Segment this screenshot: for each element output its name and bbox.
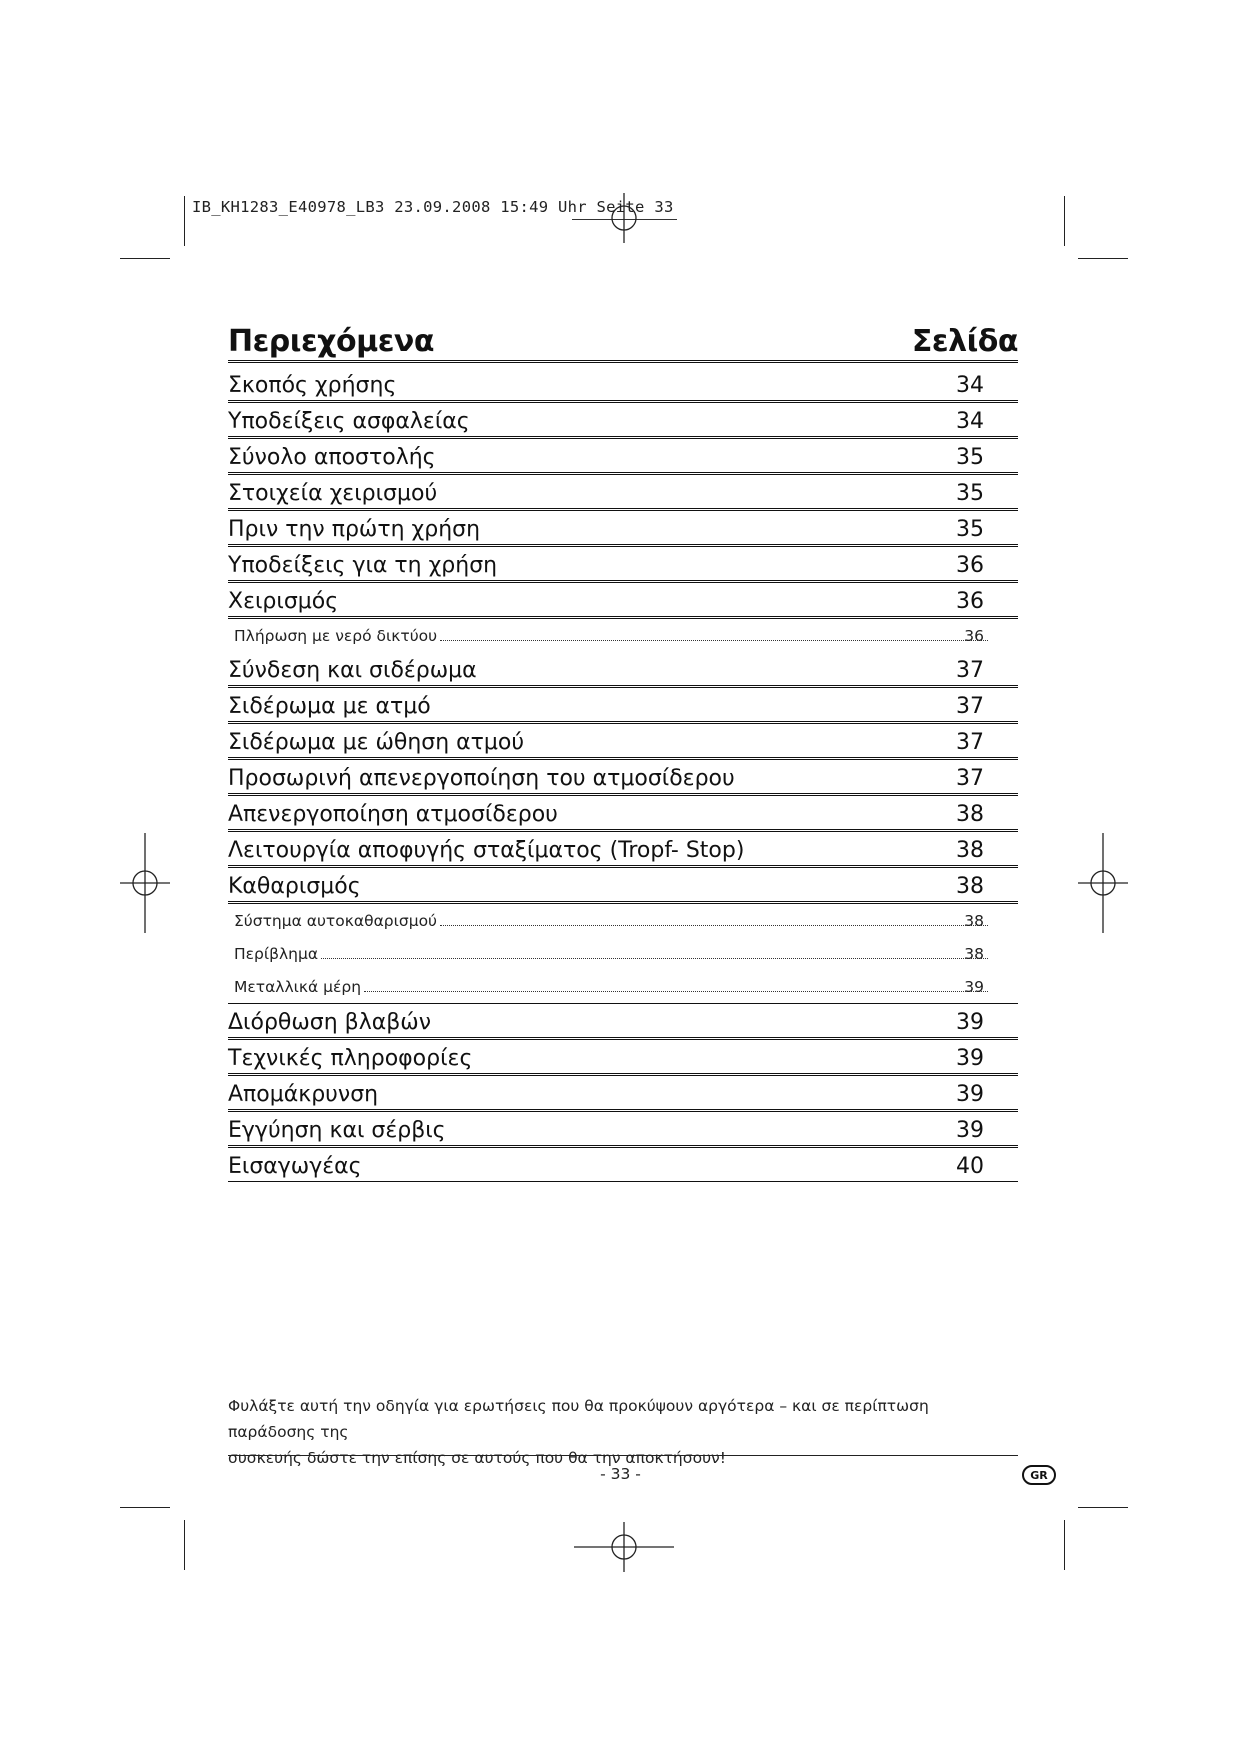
toc-entry[interactable] [228,403,1018,439]
toc-entry-label: Σκοπός χρήσης [228,373,397,398]
toc-entry[interactable] [228,367,1018,403]
toc-entry-page: 39 [956,1046,984,1071]
dot-leader [440,640,988,641]
registration-mark-bottom [574,1522,674,1572]
toc-subentry-label: Πλήρωση με νερό δικτύου [234,627,438,645]
toc-subentry-label: Μεταλλικά μέρη [234,978,362,996]
toc-entry[interactable] [228,760,1018,796]
toc-subentry-page: 39 [964,978,984,996]
toc-entry-label: Απενεργοποίηση ατμοσίδερου [228,802,558,827]
toc-entry[interactable] [228,796,1018,832]
toc-entry[interactable] [228,724,1018,760]
page-number: - 33 - [600,1465,641,1483]
print-slug-line: IB_KH1283_E40978_LB3 23.09.2008 15:49 Uhr Seite 33 [192,198,674,216]
crop-mark-bottom-left-vertical [184,1520,185,1570]
toc-subentry-page: 38 [964,912,984,930]
toc-entry[interactable] [228,583,1018,619]
toc-subentry-label: Περίβλημα [234,945,319,963]
crop-mark-top-right-vertical [1064,196,1065,246]
toc-entry-label: Τεχνικές πληροφορίες [228,1046,473,1071]
registration-mark-left [120,833,170,933]
dot-leader [364,991,988,992]
toc-entry[interactable] [228,1004,1018,1040]
toc-subentry[interactable] [228,970,1018,1004]
language-badge: GR [1022,1465,1056,1485]
toc-entry-page: 38 [956,802,984,827]
toc-heading: Περιεχόμενα [228,324,434,359]
toc-entry[interactable] [228,1148,1018,1182]
toc-entry-label: Σιδέρωμα με ώθηση ατμού [228,730,525,755]
toc-entry-label: Καθαρισμός [228,874,361,899]
toc-entry-page: 34 [956,373,984,398]
table-of-contents [228,320,1018,1182]
toc-subentry-page: 38 [964,945,984,963]
crop-mark-bottom-left-horizontal [120,1507,170,1508]
toc-entry-label: Στοιχεία χειρισμού [228,481,438,506]
toc-subentry-label: Σύστημα αυτοκαθαρισμού [234,912,438,930]
toc-entry-label: Λειτουργία αποφυγής σταξίματος (Tropf- Stop) [228,838,745,863]
registration-mark-top [574,193,674,243]
crop-mark-top-left-horizontal [120,258,170,259]
toc-entry[interactable] [228,832,1018,868]
crop-mark-bottom-right-horizontal [1078,1507,1128,1508]
toc-entry-label: Εισαγωγέας [228,1154,362,1179]
toc-entry-page: 35 [956,445,984,470]
toc-entry-label: Υποδείξεις για τη χρήση [228,553,498,578]
toc-entry-page: 34 [956,409,984,434]
toc-entry-page: 36 [956,589,984,614]
toc-entry-page: 39 [956,1118,984,1143]
toc-subentry[interactable] [228,937,1018,970]
toc-entry-page: 35 [956,517,984,542]
toc-entry-page: 40 [956,1154,984,1179]
crop-mark-top-right-horizontal [1078,258,1128,259]
toc-entry-label: Διόρθωση βλαβών [228,1010,431,1035]
toc-entry-label: Χειρισμός [228,589,339,614]
toc-entry-page: 38 [956,838,984,863]
toc-header [228,320,1018,363]
page-column-heading: Σελίδα [911,324,1018,359]
toc-entry-page: 38 [956,874,984,899]
toc-entry[interactable] [228,547,1018,583]
toc-entry[interactable] [228,511,1018,547]
toc-entry-page: 37 [956,730,984,755]
toc-entry-page: 37 [956,694,984,719]
footnote-line-2: συσκευής δώστε την επίσης σε αυτούς που θα την αποκτήσουν! [228,1449,726,1467]
toc-entry-label: Σύνδεση και σιδέρωμα [228,658,477,683]
toc-entry-label: Σιδέρωμα με ατμό [228,694,431,719]
crop-mark-bottom-right-vertical [1064,1520,1065,1570]
toc-entry[interactable] [228,475,1018,511]
dot-leader [321,958,988,959]
footnote-line-1: Φυλάξτε αυτή την οδηγία για ερωτήσεις που θα προκύψουν αργότερα – και σε περίπτωση παράδοσης της [228,1397,929,1441]
toc-entry-page: 37 [956,766,984,791]
toc-entry[interactable] [228,1040,1018,1076]
footnote [228,1393,1018,1471]
toc-entry[interactable] [228,688,1018,724]
toc-entry-label: Υποδείξεις ασφαλείας [228,409,470,434]
toc-entry-page: 37 [956,658,984,683]
toc-entry-label: Σύνολο αποστολής [228,445,436,470]
toc-subentry[interactable] [228,619,1018,652]
toc-entry-label: Πριν την πρώτη χρήση [228,517,481,542]
crop-mark-top-left-vertical [184,196,185,246]
footer-rule [228,1455,1018,1456]
registration-mark-right [1078,833,1128,933]
toc-entry-page: 39 [956,1010,984,1035]
dot-leader [440,925,988,926]
toc-entry[interactable] [228,1076,1018,1112]
toc-entry[interactable] [228,652,1018,688]
toc-entry-page: 39 [956,1082,984,1107]
toc-entry-label: Προσωρινή απενεργοποίηση του ατμοσίδερου [228,766,735,791]
toc-entry-label: Απομάκρυνση [228,1082,379,1107]
toc-subentry[interactable] [228,904,1018,937]
toc-entry-page: 35 [956,481,984,506]
toc-entry[interactable] [228,1112,1018,1148]
toc-subentry-page: 36 [964,627,984,645]
toc-entry-label: Εγγύηση και σέρβις [228,1118,446,1143]
toc-entry-page: 36 [956,553,984,578]
toc-entry[interactable] [228,868,1018,904]
toc-entry[interactable] [228,439,1018,475]
